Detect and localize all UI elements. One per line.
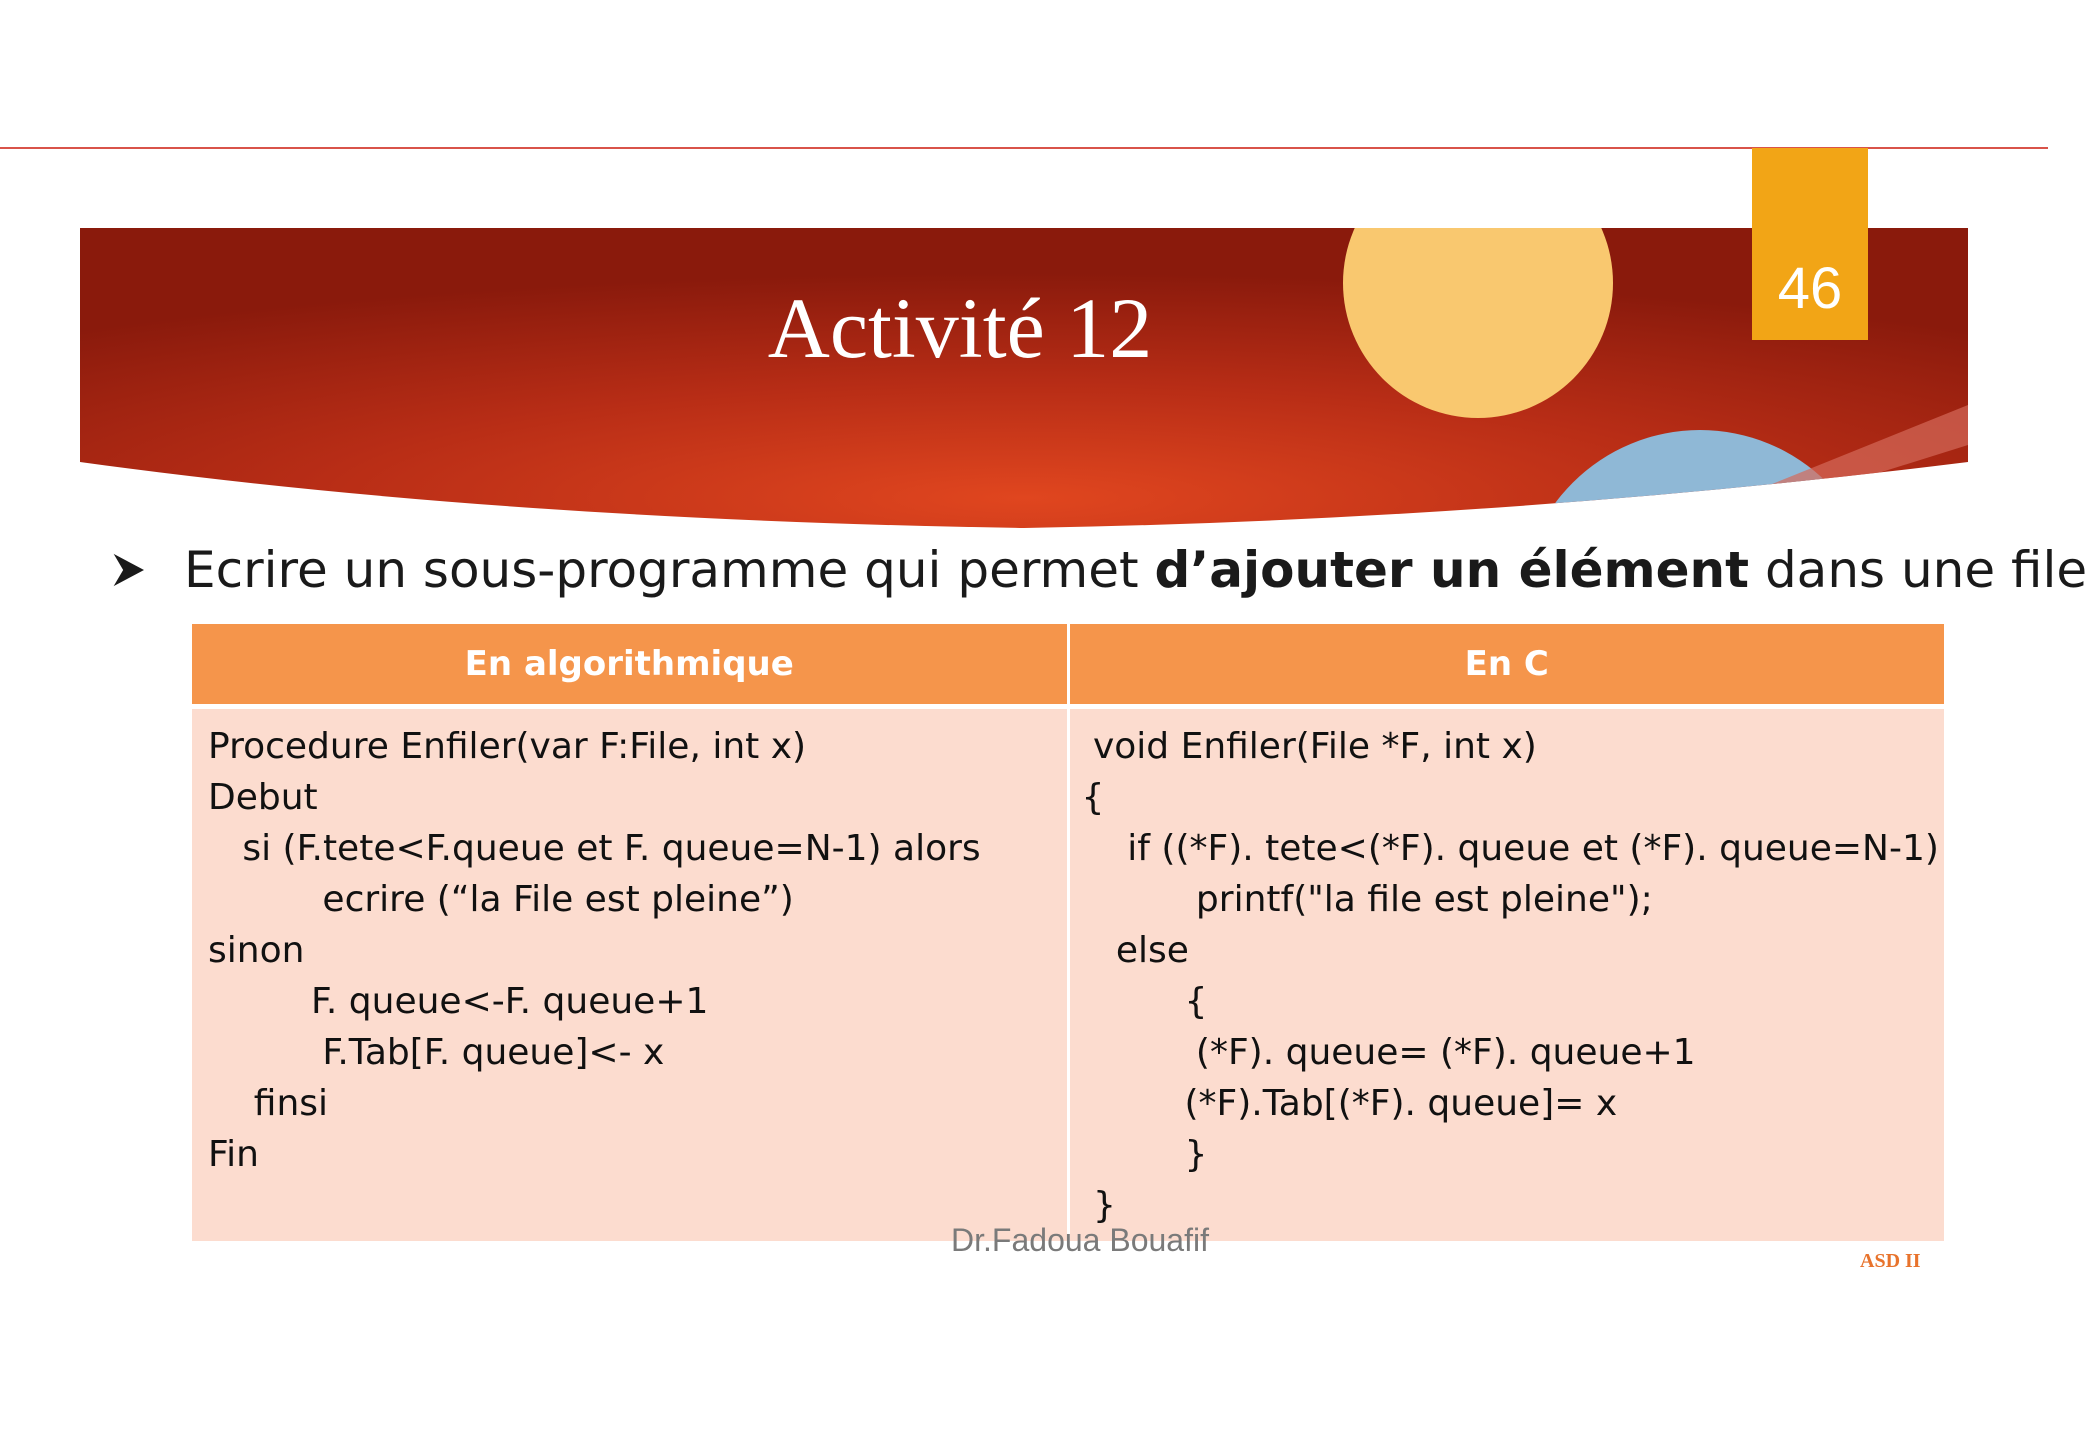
code-line: (*F).Tab[(*F). queue]= x [1081, 1083, 1618, 1124]
sun-circle-decoration [1343, 148, 1613, 418]
instruction-text [108, 540, 2087, 600]
code-line: printf("la file est pleine"); [1081, 879, 1653, 920]
header-c: En C [1068, 624, 1944, 707]
page-number-badge [1752, 148, 1868, 340]
code-line: (*F). queue= (*F). queue+1 [1081, 1032, 1696, 1073]
code-comparison-table [192, 624, 1944, 1241]
table-header-row [192, 624, 1944, 707]
code-line: } [1081, 1185, 1116, 1226]
code-line: finsi [208, 1083, 329, 1124]
code-line: { [1081, 777, 1105, 818]
instruction-text-bold: d’ajouter un élément [1154, 541, 1750, 599]
code-line: Fin [208, 1134, 259, 1175]
code-line: F.Tab[F. queue]<- x [208, 1032, 665, 1073]
code-line: if ((*F). tete<(*F). queue et (*F). queue=N-1) [1081, 828, 1939, 869]
code-line: Procedure Enfiler(var F:File, int x) [208, 726, 807, 767]
code-line: ecrire (“la File est pleine”) [208, 879, 794, 920]
code-line: sinon [208, 930, 305, 971]
code-line: { [1081, 981, 1208, 1022]
instruction-text-start: Ecrire un sous-programme qui permet [184, 541, 1155, 599]
course-tag: ASD II [1860, 1250, 1921, 1272]
header-algorithm: En algorithmique [192, 624, 1068, 707]
code-line: else [1081, 930, 1189, 971]
algorithm-code-cell [192, 707, 1068, 1242]
code-line: si (F.tete<F.queue et F. queue=N-1) alors [208, 828, 981, 869]
table-row [192, 707, 1944, 1242]
c-code-cell [1068, 707, 1944, 1242]
slide-title: Activité 12 [767, 280, 1153, 376]
page-number: 46 [1777, 256, 1843, 321]
arrow-bullet-icon [108, 550, 148, 590]
footer-author: Dr.Fadoua Bouafif [951, 1222, 1209, 1258]
code-line: void Enfiler(File *F, int x) [1081, 726, 1537, 767]
code-line: F. queue<-F. queue+1 [208, 981, 709, 1022]
instruction-text-end: dans une file [1749, 541, 2087, 599]
code-line: Debut [208, 777, 318, 818]
code-line: } [1081, 1134, 1208, 1175]
